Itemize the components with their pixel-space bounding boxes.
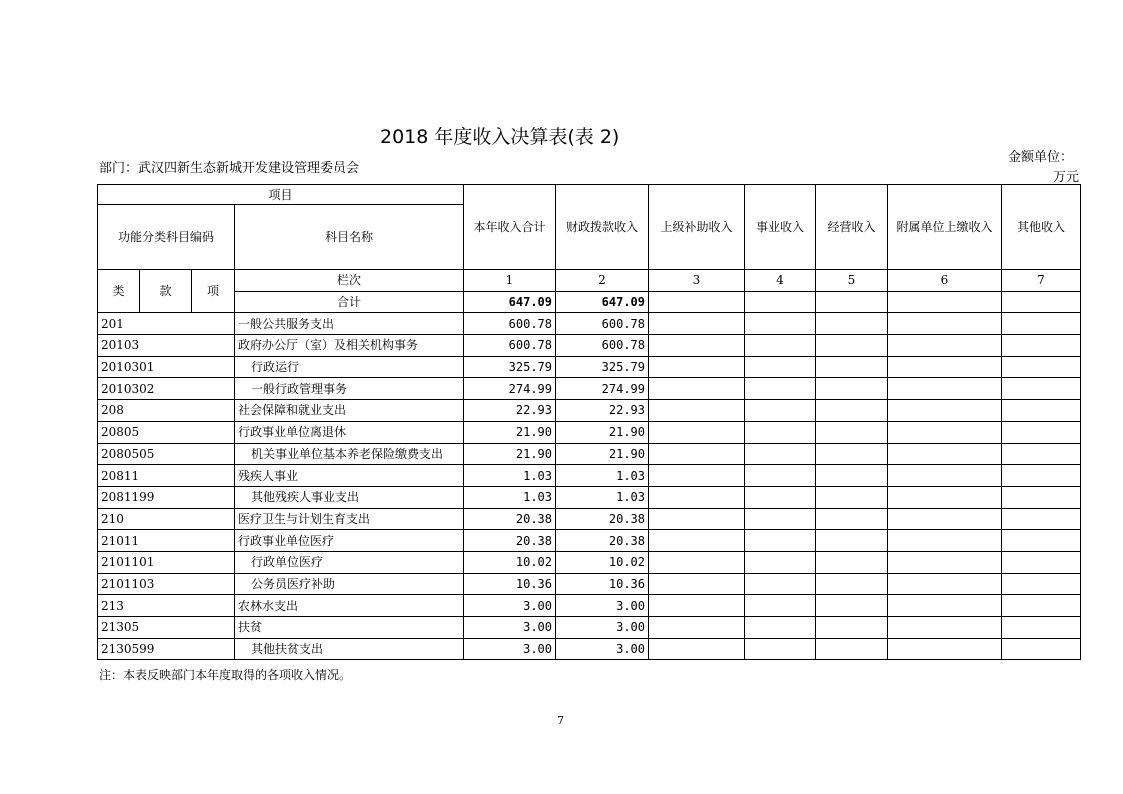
value-empty bbox=[1002, 443, 1081, 465]
value-empty bbox=[1002, 378, 1081, 400]
value-empty bbox=[816, 551, 888, 573]
total-label: 合计 bbox=[235, 291, 464, 313]
value-empty bbox=[1002, 617, 1081, 639]
total-value bbox=[888, 291, 1002, 313]
value-empty bbox=[888, 595, 1002, 617]
value-empty bbox=[745, 486, 816, 508]
value-empty bbox=[888, 335, 1002, 357]
value-empty bbox=[649, 573, 745, 595]
value-fiscal: 10.02 bbox=[556, 551, 649, 573]
subject-code: 2101103 bbox=[98, 573, 235, 595]
table-note: 注：本表反映部门本年度取得的各项收入情况。 bbox=[99, 668, 352, 682]
value-empty bbox=[1002, 486, 1081, 508]
value-empty bbox=[888, 356, 1002, 378]
value-total: 10.36 bbox=[464, 573, 556, 595]
value-empty bbox=[745, 638, 816, 660]
subject-code: 21305 bbox=[98, 617, 235, 639]
col-number: 4 bbox=[745, 270, 816, 292]
col-number: 1 bbox=[464, 270, 556, 292]
col-number: 3 bbox=[649, 270, 745, 292]
total-value: 647.09 bbox=[464, 291, 556, 313]
value-empty bbox=[1002, 595, 1081, 617]
value-empty bbox=[1002, 638, 1081, 660]
subject-code: 20805 bbox=[98, 421, 235, 443]
subject-code: 2130599 bbox=[98, 638, 235, 660]
value-empty bbox=[1002, 400, 1081, 422]
value-fiscal: 21.90 bbox=[556, 443, 649, 465]
value-empty bbox=[649, 378, 745, 400]
department-label: 部门：武汉四新生态新城开发建设管理委员会 bbox=[99, 161, 360, 176]
value-empty bbox=[1002, 421, 1081, 443]
col-number: 6 bbox=[888, 270, 1002, 292]
value-empty bbox=[745, 400, 816, 422]
value-empty bbox=[649, 421, 745, 443]
header-col-4: 事业收入 bbox=[745, 185, 816, 270]
total-value bbox=[1002, 291, 1081, 313]
total-value bbox=[816, 291, 888, 313]
value-total: 600.78 bbox=[464, 335, 556, 357]
value-empty bbox=[816, 378, 888, 400]
subject-name: 行政事业单位离退休 bbox=[235, 421, 464, 443]
value-fiscal: 20.38 bbox=[556, 530, 649, 552]
value-empty bbox=[745, 551, 816, 573]
subject-name: 医疗卫生与计划生育支出 bbox=[235, 508, 464, 530]
value-fiscal: 3.00 bbox=[556, 638, 649, 660]
value-total: 21.90 bbox=[464, 443, 556, 465]
table-row bbox=[98, 508, 1081, 530]
value-empty bbox=[888, 400, 1002, 422]
subject-name: 残疾人事业 bbox=[235, 465, 464, 487]
subject-code: 208 bbox=[98, 400, 235, 422]
value-empty bbox=[1002, 313, 1081, 335]
value-empty bbox=[1002, 508, 1081, 530]
value-empty bbox=[1002, 530, 1081, 552]
subject-name: 扶贫 bbox=[235, 617, 464, 639]
unit-value: 万元 bbox=[1053, 170, 1080, 185]
table-row bbox=[98, 551, 1081, 573]
value-empty bbox=[888, 443, 1002, 465]
subject-code: 2010302 bbox=[98, 378, 235, 400]
value-empty bbox=[649, 313, 745, 335]
value-empty bbox=[816, 313, 888, 335]
value-empty bbox=[888, 530, 1002, 552]
value-empty bbox=[1002, 465, 1081, 487]
value-empty bbox=[816, 421, 888, 443]
value-empty bbox=[888, 378, 1002, 400]
value-empty bbox=[1002, 551, 1081, 573]
value-fiscal: 600.78 bbox=[556, 313, 649, 335]
table-row bbox=[98, 443, 1081, 465]
value-fiscal: 20.38 bbox=[556, 508, 649, 530]
value-fiscal: 3.00 bbox=[556, 617, 649, 639]
subject-name: 一般公共服务支出 bbox=[235, 313, 464, 335]
col-number: 5 bbox=[816, 270, 888, 292]
subject-name: 其他扶贫支出 bbox=[235, 638, 464, 660]
subject-name: 行政事业单位医疗 bbox=[235, 530, 464, 552]
value-empty bbox=[649, 356, 745, 378]
total-value bbox=[649, 291, 745, 313]
value-total: 325.79 bbox=[464, 356, 556, 378]
value-fiscal: 10.36 bbox=[556, 573, 649, 595]
subject-code: 2081199 bbox=[98, 486, 235, 508]
table-row bbox=[98, 595, 1081, 617]
header-kuan: 款 bbox=[140, 270, 192, 313]
subject-code: 2010301 bbox=[98, 356, 235, 378]
value-fiscal: 21.90 bbox=[556, 421, 649, 443]
value-empty bbox=[745, 465, 816, 487]
header-col-1: 本年收入合计 bbox=[464, 185, 556, 270]
subject-code: 2080505 bbox=[98, 443, 235, 465]
header-func-code: 功能分类科目编码 bbox=[98, 205, 235, 270]
table-row bbox=[98, 486, 1081, 508]
income-table bbox=[97, 184, 1081, 660]
value-fiscal: 1.03 bbox=[556, 486, 649, 508]
value-fiscal: 1.03 bbox=[556, 465, 649, 487]
subject-name: 农林水支出 bbox=[235, 595, 464, 617]
subject-code: 201 bbox=[98, 313, 235, 335]
value-empty bbox=[745, 617, 816, 639]
page-number: 7 bbox=[557, 714, 564, 727]
value-empty bbox=[745, 335, 816, 357]
table-row bbox=[98, 530, 1081, 552]
value-empty bbox=[649, 486, 745, 508]
table-row bbox=[98, 617, 1081, 639]
header-col-index: 栏次 bbox=[235, 270, 464, 292]
header-xiang: 项 bbox=[192, 270, 235, 313]
value-total: 21.90 bbox=[464, 421, 556, 443]
header-col-5: 经营收入 bbox=[816, 185, 888, 270]
value-empty bbox=[649, 617, 745, 639]
table-row bbox=[98, 465, 1081, 487]
subject-code: 20811 bbox=[98, 465, 235, 487]
value-empty bbox=[745, 356, 816, 378]
value-empty bbox=[745, 573, 816, 595]
value-empty bbox=[649, 551, 745, 573]
value-total: 600.78 bbox=[464, 313, 556, 335]
value-total: 10.02 bbox=[464, 551, 556, 573]
header-col-3: 上级补助收入 bbox=[649, 185, 745, 270]
col-number: 7 bbox=[1002, 270, 1081, 292]
value-empty bbox=[816, 335, 888, 357]
value-empty bbox=[649, 335, 745, 357]
value-total: 3.00 bbox=[464, 595, 556, 617]
value-empty bbox=[816, 508, 888, 530]
value-empty bbox=[888, 638, 1002, 660]
header-project: 项目 bbox=[98, 185, 464, 205]
table-row bbox=[98, 313, 1081, 335]
value-empty bbox=[649, 400, 745, 422]
value-empty bbox=[888, 465, 1002, 487]
subject-name: 行政单位医疗 bbox=[235, 551, 464, 573]
value-empty bbox=[649, 508, 745, 530]
value-total: 1.03 bbox=[464, 486, 556, 508]
col-number: 2 bbox=[556, 270, 649, 292]
page-title: 2018 年度收入决算表(表 2) bbox=[380, 126, 620, 148]
value-total: 22.93 bbox=[464, 400, 556, 422]
value-empty bbox=[649, 638, 745, 660]
subject-name: 机关事业单位基本养老保险缴费支出 bbox=[235, 443, 464, 465]
table-row bbox=[98, 400, 1081, 422]
table-row bbox=[98, 573, 1081, 595]
subject-code: 210 bbox=[98, 508, 235, 530]
value-empty bbox=[745, 378, 816, 400]
subject-name: 政府办公厅（室）及相关机构事务 bbox=[235, 335, 464, 357]
table-row bbox=[98, 421, 1081, 443]
value-total: 3.00 bbox=[464, 638, 556, 660]
subject-name: 其他残疾人事业支出 bbox=[235, 486, 464, 508]
value-empty bbox=[888, 573, 1002, 595]
value-fiscal: 274.99 bbox=[556, 378, 649, 400]
total-value bbox=[745, 291, 816, 313]
header-col-2: 财政拨款收入 bbox=[556, 185, 649, 270]
value-empty bbox=[816, 465, 888, 487]
subject-name: 社会保障和就业支出 bbox=[235, 400, 464, 422]
value-empty bbox=[888, 508, 1002, 530]
table-row bbox=[98, 335, 1081, 357]
value-empty bbox=[745, 595, 816, 617]
total-value: 647.09 bbox=[556, 291, 649, 313]
value-fiscal: 325.79 bbox=[556, 356, 649, 378]
value-total: 1.03 bbox=[464, 465, 556, 487]
value-empty bbox=[816, 573, 888, 595]
value-fiscal: 600.78 bbox=[556, 335, 649, 357]
value-empty bbox=[816, 400, 888, 422]
table-row bbox=[98, 638, 1081, 660]
header-col-6: 附属单位上缴收入 bbox=[888, 185, 1002, 270]
value-empty bbox=[745, 313, 816, 335]
subject-name: 公务员医疗补助 bbox=[235, 573, 464, 595]
subject-code: 213 bbox=[98, 595, 235, 617]
value-empty bbox=[745, 508, 816, 530]
value-empty bbox=[745, 443, 816, 465]
value-total: 20.38 bbox=[464, 530, 556, 552]
subject-code: 20103 bbox=[98, 335, 235, 357]
value-empty bbox=[816, 617, 888, 639]
subject-code: 2101101 bbox=[98, 551, 235, 573]
value-empty bbox=[888, 421, 1002, 443]
subject-name: 一般行政管理事务 bbox=[235, 378, 464, 400]
value-empty bbox=[888, 551, 1002, 573]
value-total: 20.38 bbox=[464, 508, 556, 530]
table-row bbox=[98, 356, 1081, 378]
value-total: 3.00 bbox=[464, 617, 556, 639]
value-empty bbox=[1002, 335, 1081, 357]
value-empty bbox=[1002, 356, 1081, 378]
value-empty bbox=[816, 486, 888, 508]
value-empty bbox=[816, 595, 888, 617]
header-col-7: 其他收入 bbox=[1002, 185, 1081, 270]
subject-name: 行政运行 bbox=[235, 356, 464, 378]
value-empty bbox=[816, 638, 888, 660]
value-empty bbox=[649, 443, 745, 465]
header-subject-name: 科目名称 bbox=[235, 205, 464, 270]
value-empty bbox=[745, 421, 816, 443]
value-empty bbox=[649, 530, 745, 552]
table-row bbox=[98, 378, 1081, 400]
subject-code: 21011 bbox=[98, 530, 235, 552]
unit-label: 金额单位： bbox=[1008, 150, 1074, 165]
value-empty bbox=[649, 595, 745, 617]
header-lei: 类 bbox=[98, 270, 140, 313]
value-empty bbox=[649, 465, 745, 487]
value-empty bbox=[745, 530, 816, 552]
value-empty bbox=[816, 356, 888, 378]
value-empty bbox=[1002, 573, 1081, 595]
value-empty bbox=[888, 617, 1002, 639]
value-fiscal: 22.93 bbox=[556, 400, 649, 422]
value-empty bbox=[888, 486, 1002, 508]
value-empty bbox=[888, 313, 1002, 335]
value-empty bbox=[816, 443, 888, 465]
value-fiscal: 3.00 bbox=[556, 595, 649, 617]
value-empty bbox=[816, 530, 888, 552]
value-total: 274.99 bbox=[464, 378, 556, 400]
